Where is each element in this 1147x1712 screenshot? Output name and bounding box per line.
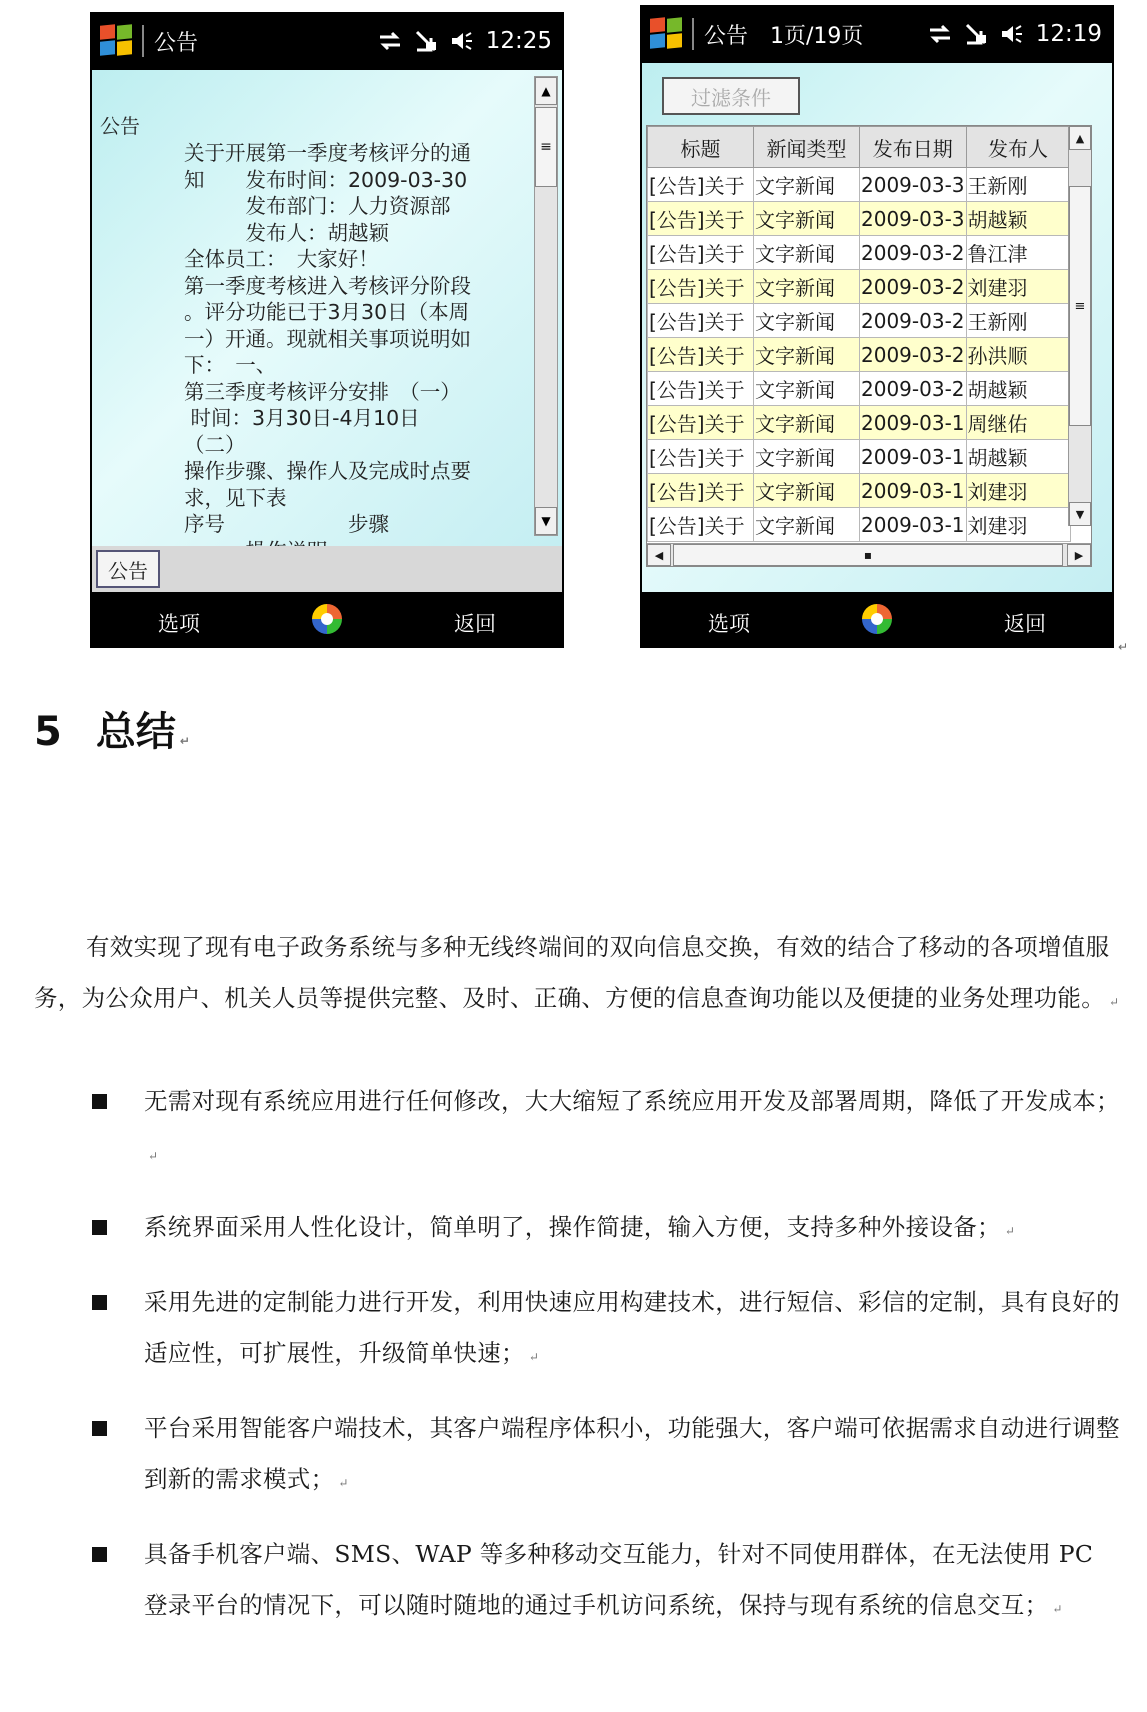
- notice-body-text: 关于开展第一季度考核评分的通 知 发布时间：2009-03-30 发布部门：人力资源部 发布人：胡越颖 全体员工： 大家好！ 第一季度考核进入考核评分阶段 。评分功能已于3月30日（本周 一）开通。现就相关事项说明如 下： 一、 第三季度考核评分安排 （一） 时间：3月30日-4月10日 （二） 操作步骤、操作人及完成时点要 求，见下表 序号 步骤: [184, 141, 471, 536]
- table-cell: 文字新闻: [754, 338, 860, 372]
- clock[interactable]: 12:19: [1035, 21, 1102, 47]
- phone-screenshot-notice-detail: [90, 12, 564, 648]
- signal-off-icon[interactable]: [414, 30, 438, 52]
- table-cell: 孙洪顺: [966, 338, 1070, 372]
- table-cell: 2009-03-3: [860, 202, 967, 236]
- table-row[interactable]: [648, 338, 1071, 372]
- connectivity-icon[interactable]: [378, 30, 402, 52]
- table-row[interactable]: [648, 474, 1071, 508]
- softkey-bar: [90, 592, 564, 648]
- back-softkey[interactable]: 返回: [454, 612, 496, 636]
- scroll-down-arrow-icon[interactable]: ▼: [1069, 502, 1091, 526]
- summary-paragraph-text: 有效实现了现有电子政务系统与多种无线终端间的双向信息交换，有效的结合了移动的各项增值服务，为公众用户、机关人员等提供完整、及时、正确、方便的信息查询功能以及便捷的业务处理功能。: [34, 932, 1110, 1012]
- softkey-bar: [640, 592, 1114, 648]
- notice-table: [647, 126, 1071, 542]
- column-header[interactable]: 标题: [648, 127, 754, 168]
- paragraph-mark: ↵: [1052, 1602, 1063, 1616]
- table-cell: 2009-03-2: [860, 236, 967, 270]
- clock[interactable]: 12:25: [485, 28, 552, 54]
- table-cell: 胡越颖: [966, 372, 1070, 406]
- list-item-text: 具备手机客户端、SMS、WAP 等多种移动交互能力，针对不同使用群体，在无法使用 PC 登录平台的情况下，可以随时随地的通过手机访问系统，保持与现有系统的信息交互；: [144, 1540, 1094, 1619]
- scroll-up-arrow-icon[interactable]: ▲: [535, 77, 557, 105]
- table-row[interactable]: [648, 372, 1071, 406]
- back-softkey[interactable]: 返回: [1004, 612, 1046, 636]
- paragraph-mark: ↵: [1004, 1224, 1016, 1238]
- list-item: [34, 1529, 1124, 1635]
- list-item: [34, 1403, 1124, 1509]
- paragraph-mark: ↵: [528, 1350, 540, 1364]
- table-row[interactable]: [648, 202, 1071, 236]
- scroll-up-arrow-icon[interactable]: ▲: [1069, 126, 1091, 150]
- table-cell: [公告]关于: [648, 440, 754, 474]
- bullet-square-icon: [92, 1220, 107, 1235]
- table-cell: [公告]关于: [648, 508, 754, 542]
- bullet-list: [34, 1076, 1124, 1655]
- table-cell: 王新刚: [966, 168, 1070, 202]
- scroll-left-arrow-icon[interactable]: ◀: [647, 544, 671, 566]
- status-bar: [640, 5, 1114, 63]
- table-row[interactable]: [648, 270, 1071, 304]
- status-bar: [90, 12, 564, 70]
- bullet-square-icon: [92, 1094, 107, 1109]
- table-cell: [公告]关于: [648, 236, 754, 270]
- table-cell: 王新刚: [966, 304, 1070, 338]
- scroll-thumb[interactable]: ≡: [1069, 186, 1091, 426]
- bullet-square-icon: [92, 1421, 107, 1436]
- table-cell: 文字新闻: [754, 270, 860, 304]
- list-item: [34, 1076, 1124, 1182]
- table-cell: 2009-03-2: [860, 338, 967, 372]
- bullet-square-icon: [92, 1547, 107, 1562]
- table-header-row: [648, 127, 1071, 168]
- table-cell: [公告]关于: [648, 474, 754, 508]
- volume-icon[interactable]: [450, 30, 474, 52]
- vertical-scrollbar[interactable]: [534, 76, 558, 536]
- list-item-text: 系统界面采用人性化设计，简单明了，操作简捷，输入方便，支持多种外接设备；: [144, 1213, 1001, 1241]
- table-row[interactable]: [648, 304, 1071, 338]
- windows-start-icon[interactable]: [650, 18, 684, 50]
- list-item-text: 采用先进的定制能力进行开发，利用快速应用构建技术，进行短信、彩信的定制，具有良好的适应性，可扩展性，升级简单快速；: [144, 1288, 1120, 1367]
- table-cell: [公告]关于: [648, 372, 754, 406]
- scroll-thumb[interactable]: ≡: [535, 107, 557, 187]
- table-cell: 2009-03-1: [860, 474, 967, 508]
- phone-screenshot-notice-list: [640, 5, 1114, 648]
- column-header[interactable]: 发布人: [966, 127, 1070, 168]
- tab-strip: [92, 546, 562, 592]
- table-row[interactable]: [648, 236, 1071, 270]
- table-cell: 2009-03-1: [860, 406, 967, 440]
- table-cell: 鲁江津: [966, 236, 1070, 270]
- table-cell: 2009-03-2: [860, 304, 967, 338]
- vertical-scrollbar[interactable]: [1068, 126, 1091, 526]
- window-title: 公告: [704, 23, 749, 49]
- table-cell: 2009-03-2: [860, 270, 967, 304]
- table-row[interactable]: [648, 508, 1071, 542]
- table-cell: 文字新闻: [754, 304, 860, 338]
- table-cell: [公告]关于: [648, 202, 754, 236]
- table-cell: 文字新闻: [754, 508, 860, 542]
- scroll-down-arrow-icon[interactable]: ▼: [535, 507, 557, 535]
- paragraph-mark: ↵: [179, 734, 190, 748]
- table-cell: [公告]关于: [648, 338, 754, 372]
- table-row[interactable]: [648, 168, 1071, 202]
- table-cell: 胡越颖: [966, 202, 1070, 236]
- table-cell: 文字新闻: [754, 440, 860, 474]
- bullet-square-icon: [92, 1295, 107, 1310]
- paragraph-mark: ↵: [338, 1476, 349, 1490]
- table-cell: 2009-03-1: [860, 440, 967, 474]
- table-cell: 2009-03-2: [860, 372, 967, 406]
- table-cell: 胡越颖: [966, 440, 1070, 474]
- windows-start-icon[interactable]: [100, 25, 134, 57]
- table-cell: 刘建羽: [966, 270, 1070, 304]
- connectivity-icon[interactable]: [928, 23, 952, 45]
- table-cell: 刘建羽: [966, 508, 1070, 542]
- column-header[interactable]: 新闻类型: [754, 127, 860, 168]
- table-cell: 文字新闻: [754, 372, 860, 406]
- window-title: 公告: [154, 30, 199, 56]
- divider: [692, 18, 694, 50]
- divider: [142, 25, 144, 57]
- table-cell: 文字新闻: [754, 202, 860, 236]
- table-cell: 周继佑: [966, 406, 1070, 440]
- table-cell: [公告]关于: [648, 168, 754, 202]
- section-title: 总结: [95, 709, 176, 755]
- table-cell: 2009-03-1: [860, 508, 967, 542]
- table-row[interactable]: [648, 406, 1071, 440]
- list-item: [34, 1202, 1124, 1257]
- volume-icon[interactable]: [1000, 23, 1024, 45]
- table-cell: [公告]关于: [648, 270, 754, 304]
- notice-content-area: [92, 70, 562, 546]
- notice-list-area: [642, 63, 1112, 593]
- section-heading: [34, 700, 190, 757]
- table-cell: [公告]关于: [648, 406, 754, 440]
- options-softkey[interactable]: 选项: [708, 612, 750, 636]
- options-softkey[interactable]: 选项: [158, 612, 200, 636]
- table-cell: [公告]关于: [648, 304, 754, 338]
- summary-paragraph: [34, 922, 1124, 1028]
- table-cell: 2009-03-3: [860, 168, 967, 202]
- paragraph-mark: ↵: [1118, 640, 1129, 654]
- list-item-text: 平台采用智能客户端技术，其客户端程序体积小，功能强大，客户端可依据需求自动进行调整到新的需求模式；: [144, 1414, 1120, 1493]
- table-cell: 刘建羽: [966, 474, 1070, 508]
- list-item-text: 无需对现有系统应用进行任何修改，大大缩短了系统应用开发及部署周期，降低了开发成本；: [144, 1087, 1120, 1115]
- list-item: [34, 1277, 1124, 1383]
- column-header[interactable]: 发布日期: [860, 127, 967, 168]
- category-label: 公告: [100, 114, 140, 138]
- notice-grid: [646, 125, 1092, 567]
- signal-off-icon[interactable]: [964, 23, 988, 45]
- section-number: 5: [34, 709, 62, 755]
- table-cell: 文字新闻: [754, 236, 860, 270]
- home-orb-icon[interactable]: [862, 604, 892, 634]
- scroll-right-arrow-icon[interactable]: ▶: [1067, 544, 1091, 566]
- filter-button[interactable]: 过滤条件: [662, 77, 800, 115]
- home-orb-icon[interactable]: [312, 604, 342, 634]
- table-cell: 文字新闻: [754, 406, 860, 440]
- tab-notice[interactable]: 公告: [96, 550, 160, 588]
- paragraph-mark: ↵: [1109, 994, 1120, 1009]
- table-cell: 文字新闻: [754, 168, 860, 202]
- paragraph-mark: ↵: [148, 1149, 159, 1163]
- scroll-thumb[interactable]: ▪: [673, 544, 1063, 566]
- horizontal-scrollbar[interactable]: [647, 543, 1091, 566]
- table-row[interactable]: [648, 440, 1071, 474]
- table-cell: 文字新闻: [754, 474, 860, 508]
- page-indicator: 1页/19页: [770, 23, 864, 49]
